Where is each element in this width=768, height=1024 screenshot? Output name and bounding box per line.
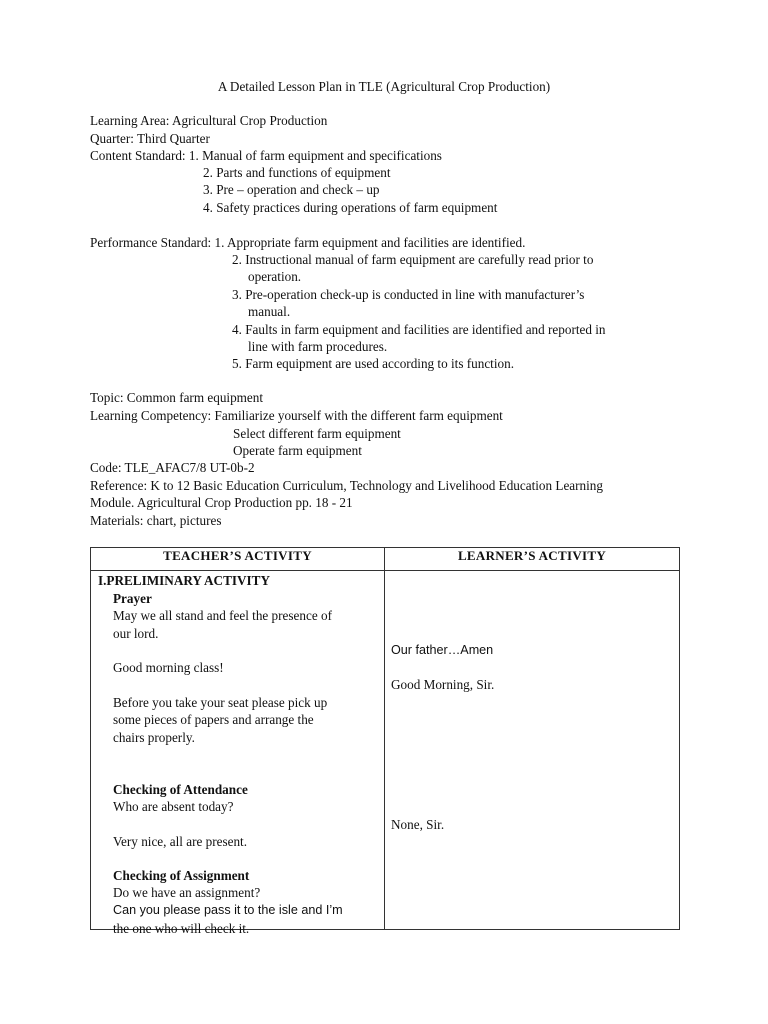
learner-attendance: None, Sir.: [391, 817, 445, 832]
activity-table: [90, 547, 680, 936]
code: Code: TLE_AFAC7/8 UT-0b-2: [90, 460, 255, 475]
section-heading: I.PRELIMINARY ACTIVITY: [98, 573, 270, 588]
attendance-question: Who are absent today?: [113, 799, 234, 814]
assignment-line-1: Do we have an assignment?: [113, 885, 261, 900]
performance-standard-3: 3. Pre-operation check-up is conducted in line with manufacturer’s: [232, 287, 585, 302]
content-standard-2: 2. Parts and functions of equipment: [203, 165, 391, 180]
performance-standard-3-cont: manual.: [248, 304, 291, 319]
seat-line-1: Before you take your seat please pick up: [113, 695, 328, 710]
prayer-line-1: May we all stand and feel the presence of: [113, 608, 332, 623]
reference-2: Module. Agricultural Crop Production pp. 18 - 21: [90, 495, 353, 510]
attendance-remark: Very nice, all are present.: [113, 834, 248, 849]
quarter: Quarter: Third Quarter: [90, 131, 210, 146]
assignment-line-3: the one who will check it.: [113, 921, 250, 936]
teacher-activity-header: TEACHER’S ACTIVITY: [91, 548, 385, 571]
learner-greeting: Good Morning, Sir.: [391, 677, 495, 692]
content-standard-4: 4. Safety practices during operations of farm equipment: [203, 200, 498, 215]
prayer-heading: Prayer: [113, 591, 152, 606]
assignment-heading: Checking of Assignment: [113, 868, 250, 883]
learner-prayer: Our father…Amen: [391, 643, 494, 657]
learner-activity-cell: [385, 571, 680, 930]
content-standard-1: Content Standard: 1. Manual of farm equipment and specifications: [90, 148, 442, 163]
seat-line-2: some pieces of papers and arrange the: [113, 712, 314, 727]
content-standard-3: 3. Pre – operation and check – up: [203, 182, 380, 197]
performance-standard-1: Performance Standard: 1. Appropriate farm equipment and facilities are identified.: [90, 235, 526, 250]
activity-table-header-row: [91, 548, 680, 571]
seat-line-3: chairs properly.: [113, 730, 195, 745]
learning-competency-2: Select different farm equipment: [233, 426, 401, 441]
activity-table-row: [91, 571, 680, 930]
performance-standard-4: 4. Faults in farm equipment and facilities are identified and reported in: [232, 322, 606, 337]
performance-standard-4-cont: line with farm procedures.: [248, 339, 388, 354]
materials: Materials: chart, pictures: [90, 513, 222, 528]
learning-competency-1: Learning Competency: Familiarize yourself with the different farm equipment: [90, 408, 503, 423]
topic: Topic: Common farm equipment: [90, 390, 264, 405]
performance-standard-2: 2. Instructional manual of farm equipment are carefully read prior to: [232, 252, 594, 267]
learning-competency-3: Operate farm equipment: [233, 443, 362, 458]
reference-1: Reference: K to 12 Basic Education Curriculum, Technology and Livelihood Education Learning: [90, 478, 603, 493]
greeting-line: Good morning class!: [113, 660, 224, 675]
prayer-line-2: our lord.: [113, 626, 159, 641]
document-title: A Detailed Lesson Plan in TLE (Agricultural Crop Production): [217, 79, 551, 94]
learning-area: Learning Area: Agricultural Crop Production: [90, 113, 328, 128]
attendance-heading: Checking of Attendance: [113, 782, 248, 797]
performance-standard-5: 5. Farm equipment are used according to its function.: [232, 356, 514, 371]
learner-activity-header: LEARNER’S ACTIVITY: [385, 548, 680, 571]
performance-standard-2-cont: operation.: [248, 269, 302, 284]
teacher-activity-cell: [91, 571, 385, 936]
assignment-line-2: Can you please pass it to the isle and I’m: [113, 903, 343, 917]
